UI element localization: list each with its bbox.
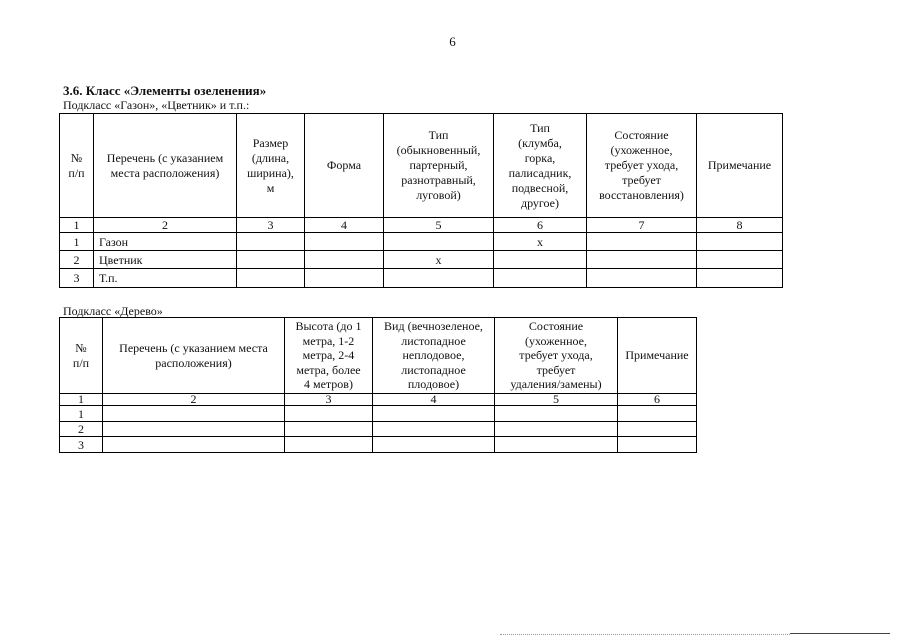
row-number: 2 <box>60 251 94 269</box>
header-number: № п/п <box>60 114 94 218</box>
header-lawn-type: Тип (обыкновенный, партерный, разнотравный, луговой) <box>384 114 494 218</box>
column-index: 3 <box>237 218 305 233</box>
cell-name <box>103 406 285 422</box>
cell-shape <box>305 269 384 288</box>
cell-name: Т.п. <box>94 269 237 288</box>
table1-caption: Подкласс «Газон», «Цветник» и т.п.: <box>63 98 250 112</box>
header-condition: Состояние (ухоженное, требует ухода, требует удаления/замены) <box>495 318 618 394</box>
table-header-row <box>60 114 783 218</box>
cell-name: Газон <box>94 233 237 251</box>
column-index: 2 <box>103 394 285 406</box>
table-row <box>60 233 783 251</box>
cell-name <box>103 422 285 437</box>
cell-note <box>697 251 783 269</box>
cell-condition <box>587 269 697 288</box>
scan-artifact <box>790 633 890 634</box>
header-height: Высота (до 1 метра, 1-2 метра, 2-4 метра, более 4 метров) <box>285 318 373 394</box>
cell-size <box>237 251 305 269</box>
row-number: 2 <box>60 422 103 437</box>
table-row <box>60 422 697 437</box>
cell-height <box>285 406 373 422</box>
table2-caption: Подкласс «Дерево» <box>63 304 163 318</box>
header-list-location: Перечень (с указанием места расположения) <box>94 114 237 218</box>
column-index-row <box>60 218 783 233</box>
column-index: 5 <box>495 394 618 406</box>
column-index: 4 <box>305 218 384 233</box>
cell-condition <box>587 251 697 269</box>
cell-flowerbed-type: х <box>494 233 587 251</box>
cell-lawn-type <box>384 269 494 288</box>
column-index: 3 <box>285 394 373 406</box>
column-index: 1 <box>60 394 103 406</box>
greenery-tree-table <box>59 317 697 453</box>
cell-flowerbed-type <box>494 251 587 269</box>
cell-condition <box>495 422 618 437</box>
column-index: 5 <box>384 218 494 233</box>
header-note: Примечание <box>618 318 697 394</box>
column-index-row <box>60 394 697 406</box>
cell-kind <box>373 422 495 437</box>
column-index: 1 <box>60 218 94 233</box>
table-row <box>60 251 783 269</box>
cell-height <box>285 422 373 437</box>
header-shape: Форма <box>305 114 384 218</box>
column-index: 7 <box>587 218 697 233</box>
cell-note <box>618 437 697 453</box>
row-number: 1 <box>60 233 94 251</box>
cell-note <box>618 422 697 437</box>
row-number: 1 <box>60 406 103 422</box>
cell-flowerbed-type <box>494 269 587 288</box>
table-row <box>60 437 697 453</box>
page-number: 6 <box>449 34 456 49</box>
header-note: Примечание <box>697 114 783 218</box>
cell-shape <box>305 251 384 269</box>
cell-note <box>697 233 783 251</box>
cell-size <box>237 269 305 288</box>
cell-lawn-type: х <box>384 251 494 269</box>
column-index: 2 <box>94 218 237 233</box>
header-size: Размер (длина, ширина), м <box>237 114 305 218</box>
header-list-location: Перечень (с указанием места расположения) <box>103 318 285 394</box>
column-index: 8 <box>697 218 783 233</box>
row-number: 3 <box>60 437 103 453</box>
header-condition: Состояние (ухоженное, требует ухода, требует восстановления) <box>587 114 697 218</box>
cell-note <box>618 406 697 422</box>
cell-kind <box>373 406 495 422</box>
column-index: 4 <box>373 394 495 406</box>
table-header-row <box>60 318 697 394</box>
header-number: № п/п <box>60 318 103 394</box>
table-row <box>60 269 783 288</box>
cell-condition <box>495 437 618 453</box>
cell-note <box>697 269 783 288</box>
scan-artifact <box>500 634 790 635</box>
section-title: 3.6. Класс «Элементы озеленения» <box>63 83 267 98</box>
cell-kind <box>373 437 495 453</box>
cell-name <box>103 437 285 453</box>
cell-lawn-type <box>384 233 494 251</box>
cell-name: Цветник <box>94 251 237 269</box>
cell-shape <box>305 233 384 251</box>
header-flowerbed-type: Тип (клумба, горка, палисадник, подвесной, другое) <box>494 114 587 218</box>
header-kind: Вид (вечнозеленое, листопадное неплодовое, листопадное плодовое) <box>373 318 495 394</box>
cell-size <box>237 233 305 251</box>
cell-height <box>285 437 373 453</box>
column-index: 6 <box>618 394 697 406</box>
cell-condition <box>495 406 618 422</box>
cell-condition <box>587 233 697 251</box>
row-number: 3 <box>60 269 94 288</box>
column-index: 6 <box>494 218 587 233</box>
table-row <box>60 406 697 422</box>
greenery-lawn-table <box>59 113 783 288</box>
